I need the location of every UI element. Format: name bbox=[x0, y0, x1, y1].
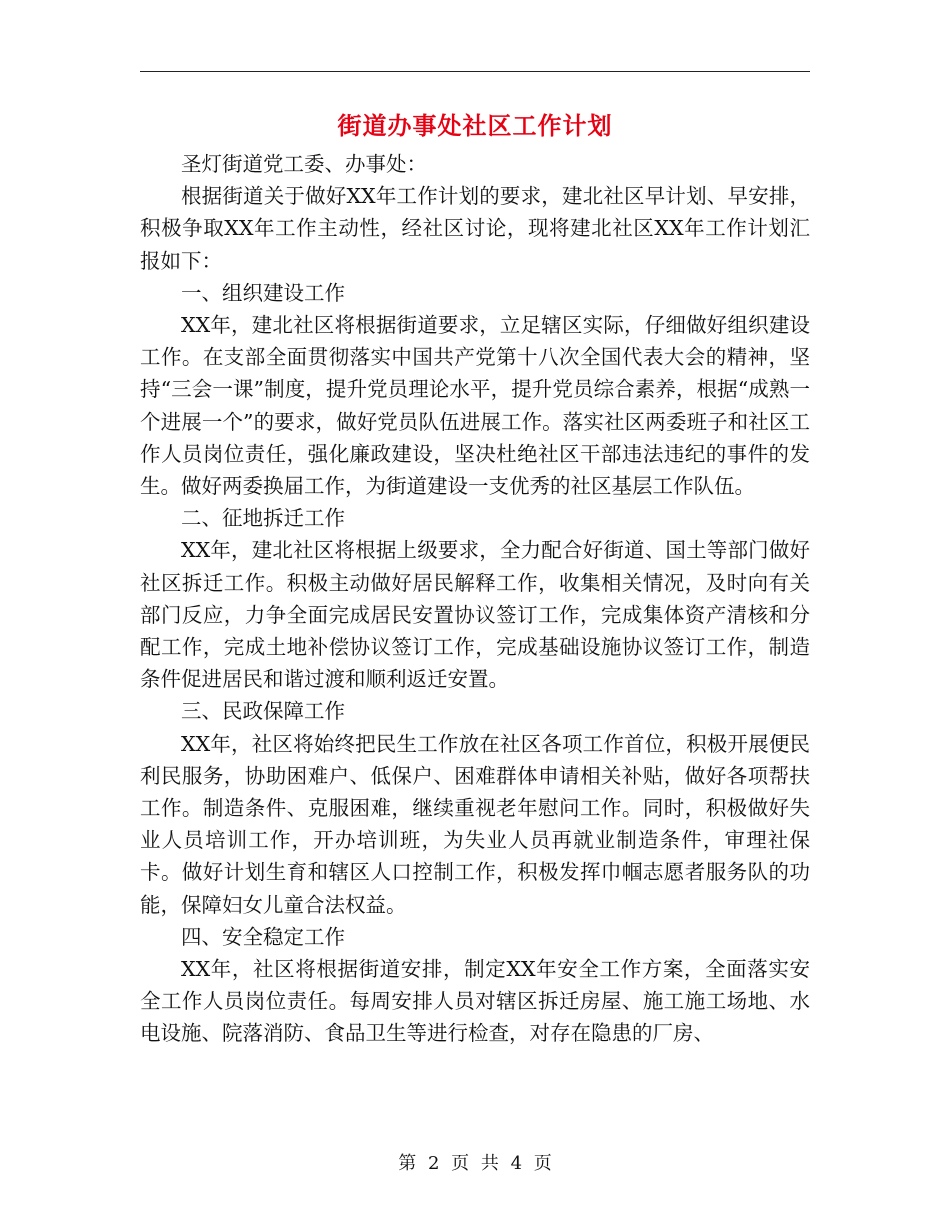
page-footer: 第 2 页 共 4 页 bbox=[398, 1153, 552, 1174]
section-heading-organization: 一、组织建设工作 bbox=[181, 280, 345, 305]
safety-paragraph: XX年，社区将根据街道安排，制定XX年安全工作方案，全面落实安全工作人员岗位责任。每周安排人员对辖区拆迁房屋、施工施工场地、水电设施、院落消防、食品卫生等进行检查，对存在隐患的厂房、 bbox=[140, 957, 810, 1046]
intro-paragraph: 根据街道关于做好XX年工作计划的要求，建北社区早计划、早安排，积极争取XX年工作主动性，经社区讨论，现将建北社区XX年工作计划汇报如下： bbox=[140, 184, 810, 273]
section-heading-civil-affairs: 三、民政保障工作 bbox=[181, 699, 345, 724]
header-rule bbox=[140, 71, 810, 72]
section-heading-demolition: 二、征地拆迁工作 bbox=[181, 506, 345, 531]
section-heading-safety: 四、安全稳定工作 bbox=[181, 924, 345, 949]
document-title: 街道办事处社区工作计划 bbox=[337, 111, 613, 140]
organization-paragraph: XX年，建北社区将根据街道要求，立足辖区实际，仔细做好组织建设工作。在支部全面贯彻落实中国共产党第十八次全国代表大会的精神，坚持“三会一课”制度，提升党员理论水平，提升党员综合素养，根据“成熟一个进展一个”的要求，做好党员队伍进展工作。落实社区两委班子和社区工作人员岗位责任，强化廉政建设，坚决杜绝社区干部违法违纪的事件的发生。做好两委换届工作，为街道建设一支优秀的社区基层工作队伍。 bbox=[140, 313, 810, 499]
salutation-paragraph: 圣灯街道党工委、办事处： bbox=[181, 152, 427, 176]
document-body bbox=[140, 148, 810, 1050]
civil-affairs-paragraph: XX年，社区将始终把民生工作放在社区各项工作首位，积极开展便民利民服务，协助困难户、低保户、困难群体申请相关补贴，做好各项帮扶工作。制造条件、克服困难，继续重视老年慰问工作。同时，积极做好失业人员培训工作，开办培训班，为失业人员再就业制造条件，审理社保卡。做好计划生育和辖区人口控制工作，积极发挥巾帼志愿者服务队的功能，保障妇女儿童合法权益。 bbox=[140, 731, 810, 917]
demolition-paragraph: XX年，建北社区将根据上级要求，全力配合好街道、国土等部门做好社区拆迁工作。积极主动做好居民解释工作，收集相关情况，及时向有关部门反应，力争全面完成居民安置协议签订工作，完成集体资产清核和分配工作，完成土地补偿协议签订工作，完成基础设施协议签订工作，制造条件促进居民和谐过渡和顺利返迁安置。 bbox=[140, 538, 810, 692]
